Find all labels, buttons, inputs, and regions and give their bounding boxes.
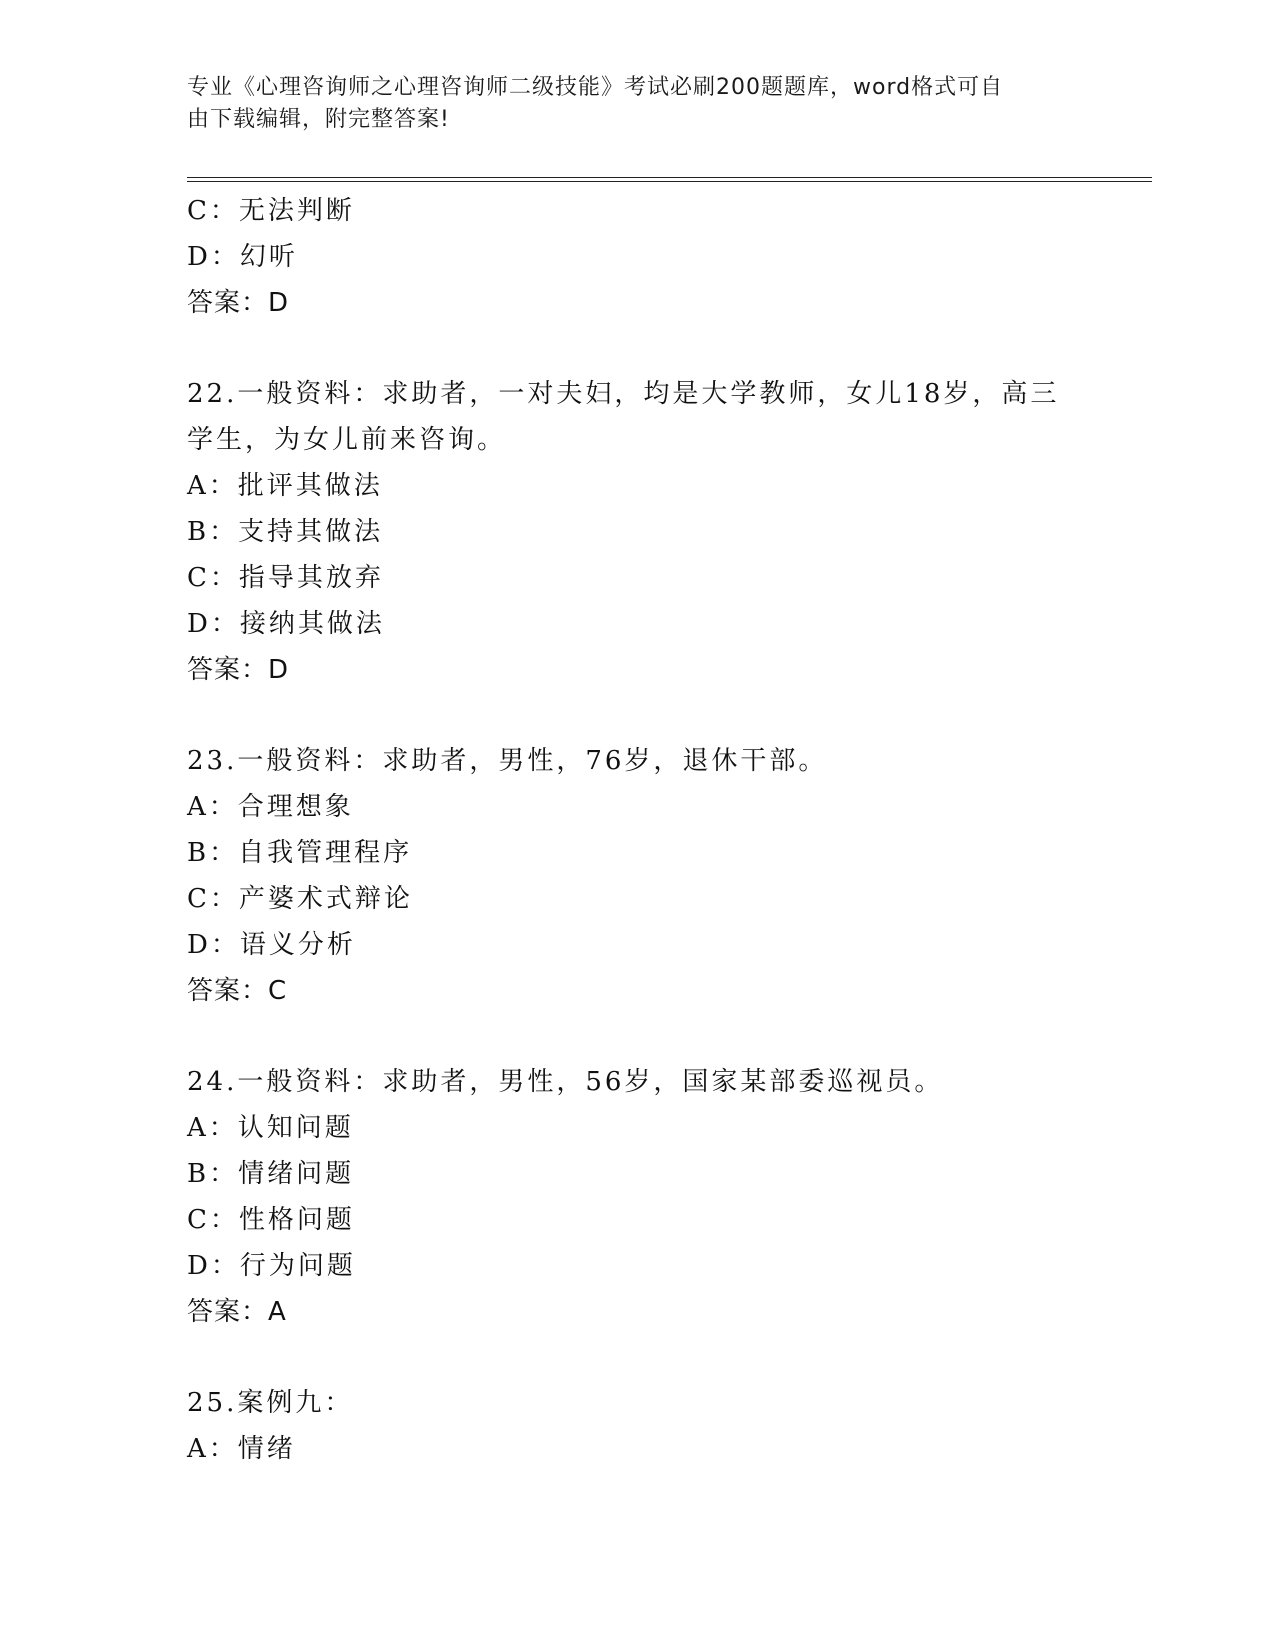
question-list <box>187 188 1147 1472</box>
question-stem: 22.一般资料：求助者，一对夫妇，均是大学教师，女儿18岁，高三 <box>187 379 1060 409</box>
answer: 答案：D <box>187 655 290 685</box>
question-stem-continued: 学生，为女儿前来咨询。 <box>187 425 507 455</box>
option-c: C：产婆术式辩论 <box>187 884 413 914</box>
question-21 <box>187 188 1147 326</box>
answer: 答案：C <box>187 976 288 1006</box>
header-divider-top <box>187 177 1152 178</box>
spacer <box>187 693 1147 738</box>
spacer <box>187 326 1147 371</box>
question-stem: 24.一般资料：求助者，男性，56岁，国家某部委巡视员。 <box>187 1067 944 1097</box>
question-stem: 23.一般资料：求助者，男性，76岁，退休干部。 <box>187 746 828 776</box>
question-22 <box>187 371 1147 693</box>
spacer <box>187 1014 1147 1059</box>
option-a: A：合理想象 <box>187 792 354 822</box>
option-b: B：支持其做法 <box>187 517 384 547</box>
option-d: D：行为问题 <box>187 1251 356 1281</box>
spacer <box>187 1335 1147 1380</box>
option-a: A：情绪 <box>187 1434 296 1464</box>
option-c: C：性格问题 <box>187 1205 355 1235</box>
option-a: A：认知问题 <box>187 1113 354 1143</box>
option-d: D：语义分析 <box>187 930 356 960</box>
question-24 <box>187 1059 1147 1335</box>
question-stem: 25.案例九： <box>187 1388 354 1418</box>
answer: 答案：A <box>187 1297 287 1327</box>
question-23 <box>187 738 1147 1014</box>
header-divider-bottom <box>187 181 1152 182</box>
option-d: D：接纳其做法 <box>187 609 385 639</box>
option-c: C：指导其放弃 <box>187 563 384 593</box>
option-c: C：无法判断 <box>187 196 355 226</box>
answer: 答案：D <box>187 288 290 318</box>
header-line-1: 专业《心理咨询师之心理咨询师二级技能》考试必刷200题题库，word格式可自 <box>187 75 1004 100</box>
option-b: B：自我管理程序 <box>187 838 413 868</box>
option-b: B：情绪问题 <box>187 1159 355 1189</box>
option-a: A：批评其做法 <box>187 471 383 501</box>
option-d: D：幻听 <box>187 242 298 272</box>
document-header <box>187 72 1087 136</box>
header-line-2: 由下载编辑，附完整答案! <box>187 107 450 132</box>
question-25 <box>187 1380 1147 1472</box>
